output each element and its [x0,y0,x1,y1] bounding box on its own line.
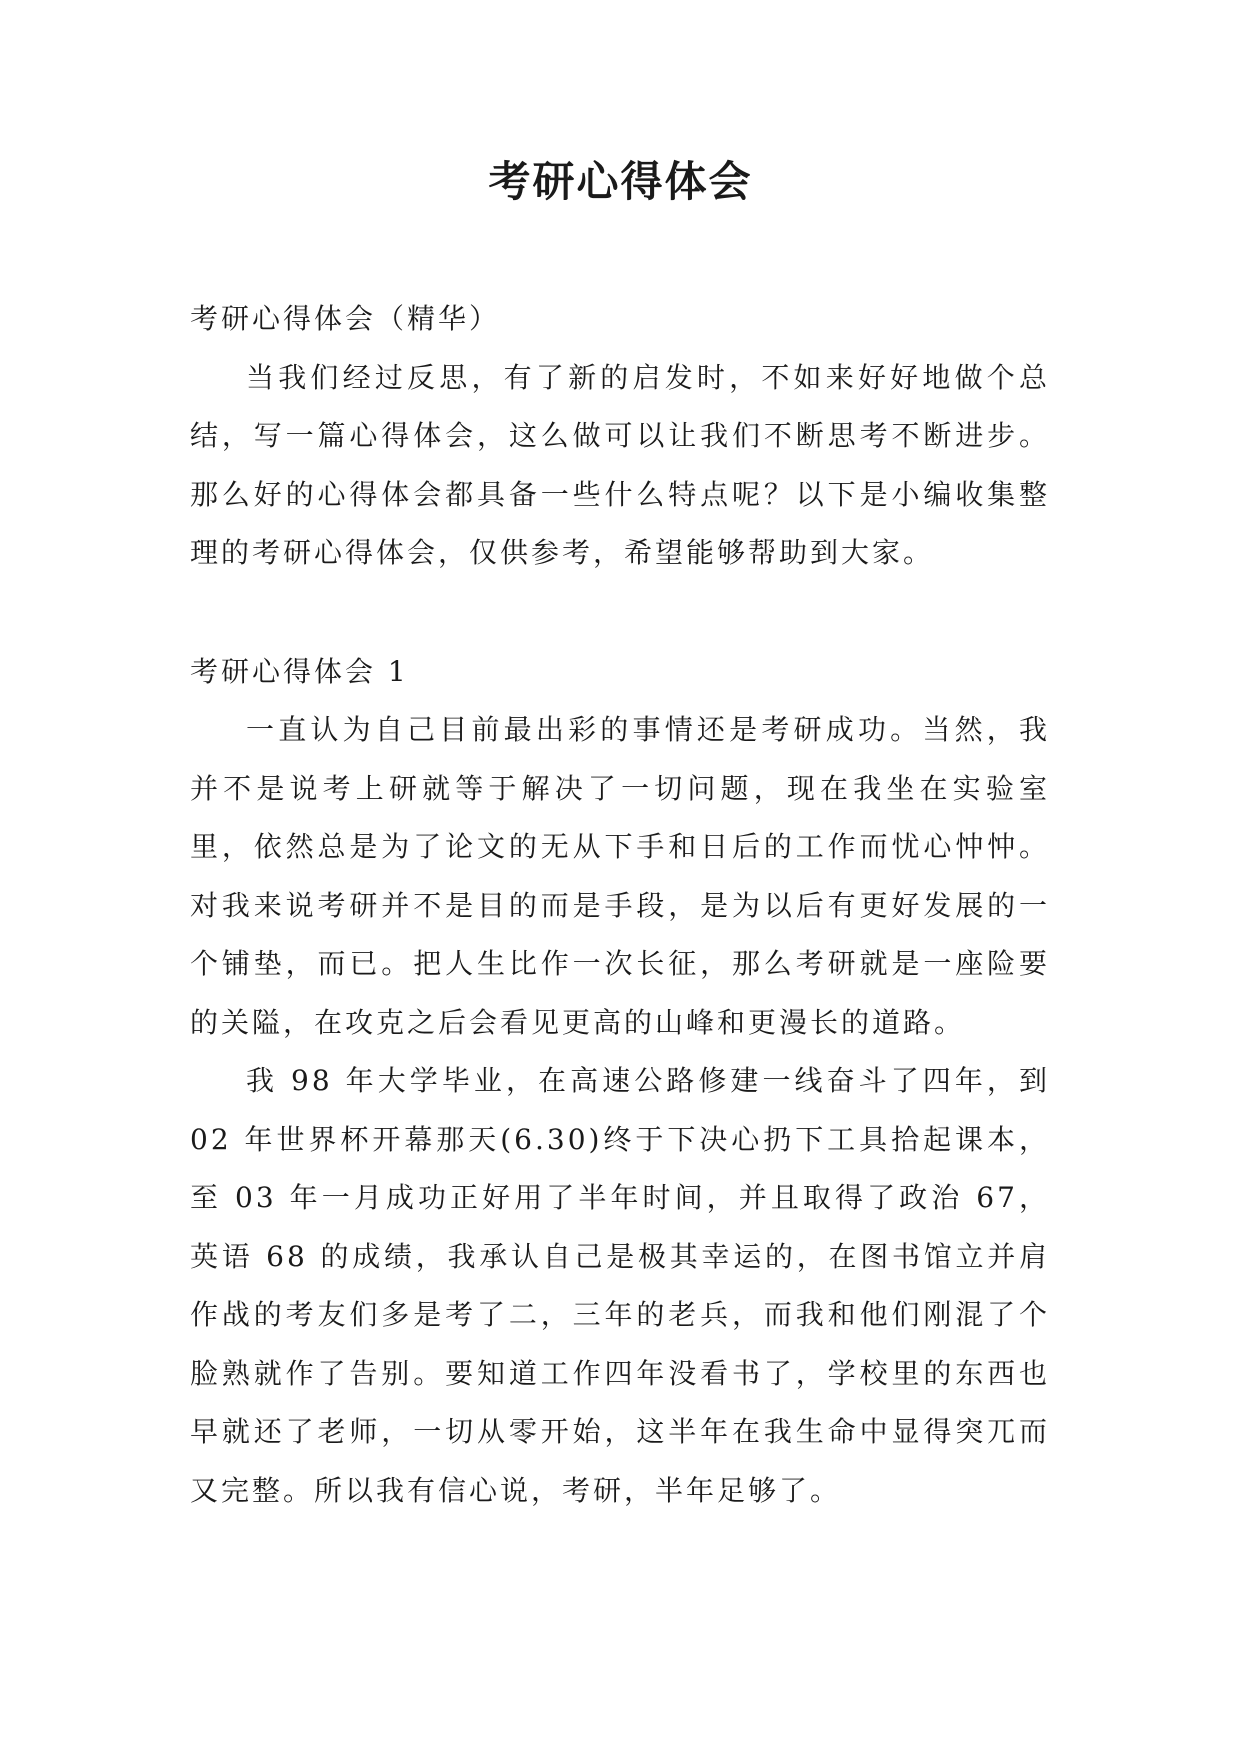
document-body [190,290,1050,1520]
section-heading-1: 考研心得体会 1 [190,654,409,688]
intro-paragraph: 当我们经过反思，有了新的启发时，不如来好好地做个总结，写一篇心得体会，这么做可以让我们不断思考不断进步。那么好的心得体会都具备一些什么特点呢？以下是小编收集整理的考研心得体会，仅供参考，希望能够帮助到大家。 [190,360,1050,569]
section1-paragraph-2: 我 98 年大学毕业，在高速公路修建一线奋斗了四年，到 02 年世界杯开幕那天(6.30)终于下决心扔下工具拾起课本，至 03 年一月成功正好用了半年时间，并且取得了政治 67，英语 68 的成绩，我承认自己是极其幸运的，在图书馆立并肩作战的考友们多是考了二，三年的老兵，而我和他们刚混了个脸熟就作了告别。要知道工作四年没看书了，学校里的东西也早就还了老师，一切从零开始，这半年在我生命中显得突兀而又完整。所以我有信心说，考研，半年足够了。 [190,1064,1050,1507]
intro-heading: 考研心得体会（精华） [190,302,501,335]
section-spacer [190,583,1050,643]
page-title: 考研心得体会 [488,157,753,206]
section1-paragraph-1: 一直认为自己目前最出彩的事情还是考研成功。当然，我并不是说考上研就等于解决了一切问题，现在我坐在实验室里，依然总是为了论文的无从下手和日后的工作而忧心忡忡。对我来说考研并不是目的而是手段，是为以后有更好发展的一个铺垫，而已。把人生比作一次长征，那么考研就是一座险要的关隘，在攻克之后会看见更高的山峰和更漫长的道路。 [190,713,1050,1039]
